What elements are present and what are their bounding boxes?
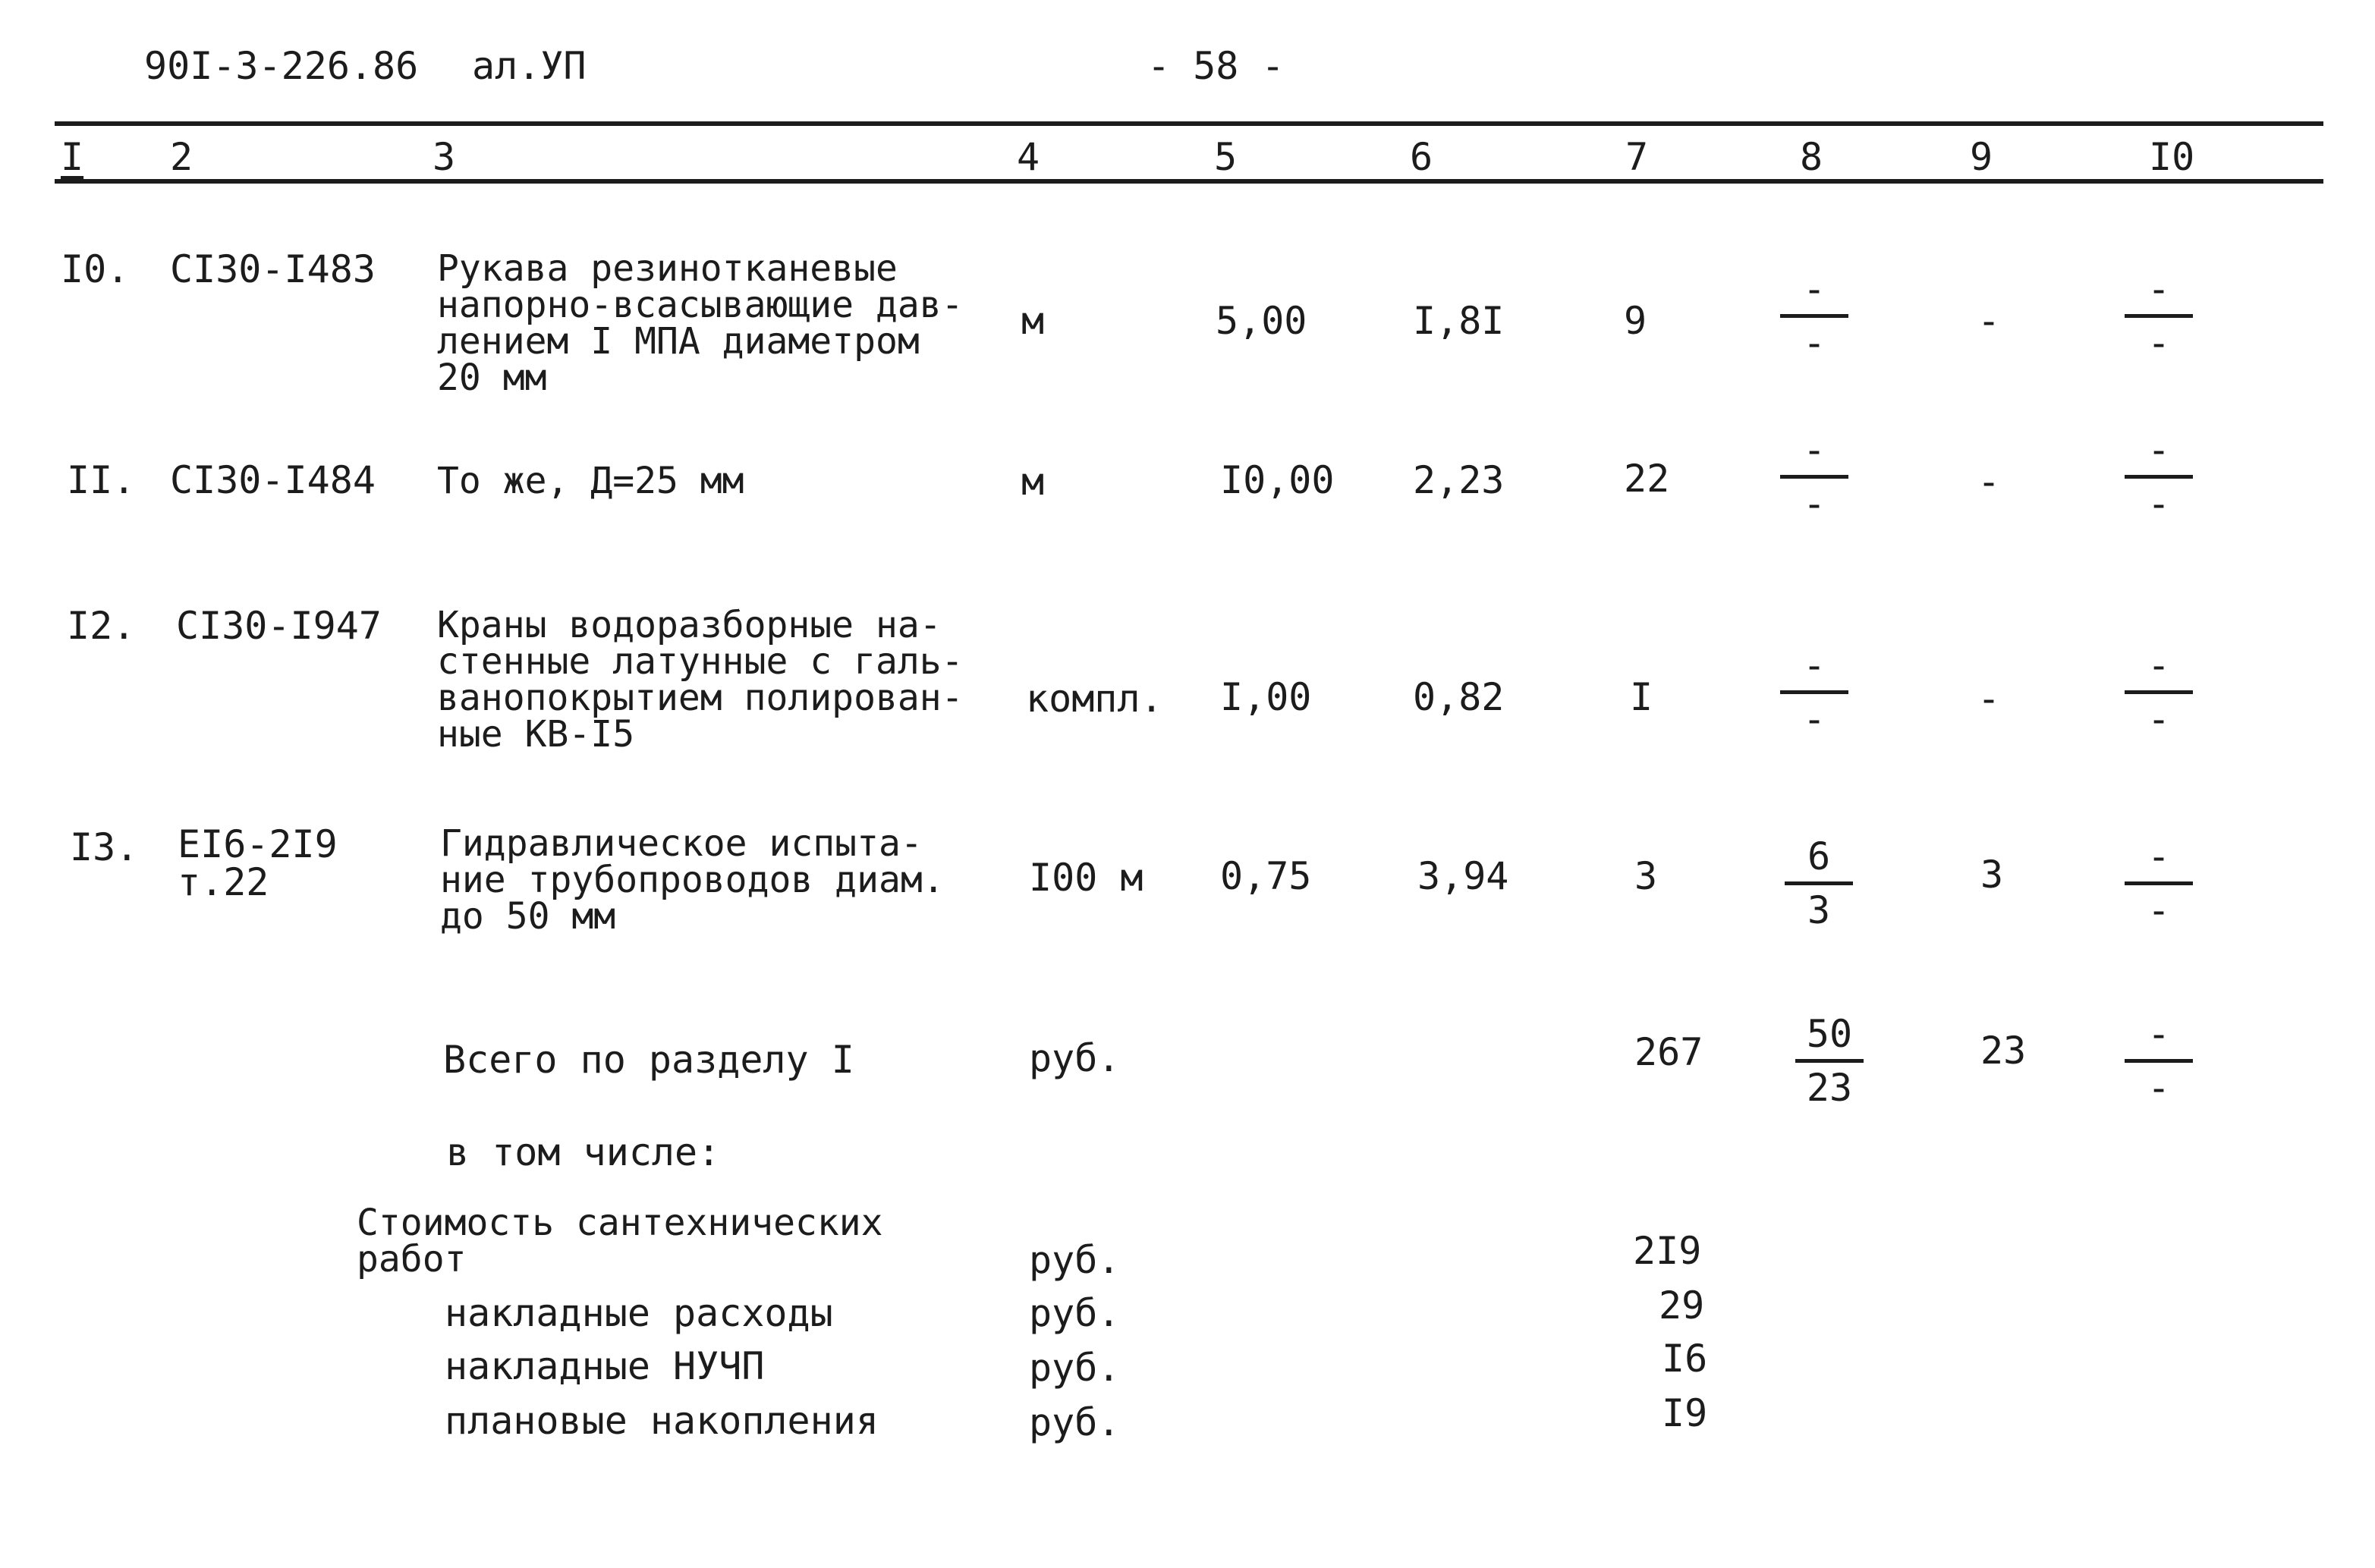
row-number: I3. [70,825,139,869]
norm-code: CI30-I484 [170,458,376,502]
breakdown-value: 29 [1659,1284,1705,1328]
col10-fraction: - - [2125,646,2193,738]
breakdown-value: I9 [1662,1391,1708,1435]
column-number-6: 6 [1410,135,1433,179]
section-total-col8-fraction: 50 23 [1795,1015,1864,1107]
unit: м [1021,460,1045,504]
unit-price: 0,82 [1413,675,1505,719]
page-number: - 58 - [1147,44,1285,88]
unit-price: 2,23 [1413,458,1505,502]
col10-fraction: - - [2125,431,2193,523]
column-header-rule [55,179,2323,184]
total-cost: 9 [1624,299,1647,343]
row-number: I0. [61,247,130,291]
column-number-5: 5 [1214,135,1238,179]
total-cost: 3 [1634,854,1658,898]
total-cost: 22 [1624,457,1670,501]
item-description: То же, Д=25 мм [437,460,744,502]
quantity: 5,00 [1216,299,1307,343]
breakdown-label: накладные расходы [445,1291,833,1335]
col9-value: 3 [1980,853,2004,897]
breakdown-label: Стоимость сантехнических работ [357,1202,883,1280]
norm-code: CI30-I483 [170,247,376,291]
breakdown-unit: руб. [1029,1238,1121,1282]
norm-table-ref: т.22 [178,860,269,904]
col8-fraction: 6 3 [1785,837,1853,929]
breakdown-unit: руб. [1029,1400,1121,1444]
breakdown-unit: руб. [1029,1346,1121,1390]
unit-price: I,8I [1413,299,1505,343]
item-description: Рукава резинотканевые напорно-всасывающие дав- лением I МПА диаметром 20 мм [437,247,964,399]
breakdown-label: плановые накопления [445,1399,879,1443]
column-number-9: 9 [1970,135,1993,179]
section-total-col10-fraction: - - [2125,1015,2193,1107]
breakdown-value: I6 [1662,1337,1708,1381]
col9-value: - [1977,460,2001,504]
norm-code: CI30-I947 [176,604,382,648]
breakdown-unit: руб. [1029,1291,1121,1335]
column-number-10: I0 [2149,135,2195,179]
col10-fraction: - - [2125,270,2193,362]
album-label: ал.УП [472,44,587,88]
total-cost: I [1630,675,1653,719]
section-total-unit: руб. [1029,1036,1121,1080]
quantity: I,00 [1220,675,1312,719]
column-number-8: 8 [1800,135,1823,179]
unit: компл. [1026,677,1163,721]
norm-code: EI6-2I9 [178,822,338,866]
quantity: 0,75 [1220,854,1312,898]
section-total-col9: 23 [1980,1029,2027,1073]
row-number: II. [67,458,136,502]
document-code: 90I-3-226.86 [144,44,419,88]
col9-value: - [1977,677,2001,721]
col8-fraction: - - [1780,270,1848,362]
col8-fraction: - - [1780,646,1848,738]
including-label: в том числе: [446,1130,721,1174]
item-description: Краны водоразборные на- стенные латунные с галь- ванопокрытием полирован- ные КВ-I5 [437,604,964,756]
section-total-label: Всего по разделу I [443,1038,854,1082]
breakdown-value: 2I9 [1633,1229,1702,1273]
top-rule [55,121,2323,126]
quantity: I0,00 [1220,458,1335,502]
column-number-7: 7 [1625,135,1649,179]
column-number-3: 3 [433,135,456,179]
unit: I00 м [1029,856,1143,900]
unit-price: 3,94 [1417,854,1509,898]
col9-value: - [1977,299,2001,343]
col10-fraction: - - [2125,837,2193,929]
section-total-cost: 267 [1634,1030,1703,1074]
col8-fraction: - - [1780,431,1848,523]
unit: м [1021,299,1045,343]
column-number-4: 4 [1017,135,1040,179]
column-number-2: 2 [170,135,193,179]
breakdown-label: накладные НУЧП [445,1344,765,1388]
item-description: Гидравлическое испыта- ние трубопроводов диам. до 50 мм [440,822,945,938]
row-number: I2. [67,604,136,648]
column-number-1: I [61,135,84,179]
